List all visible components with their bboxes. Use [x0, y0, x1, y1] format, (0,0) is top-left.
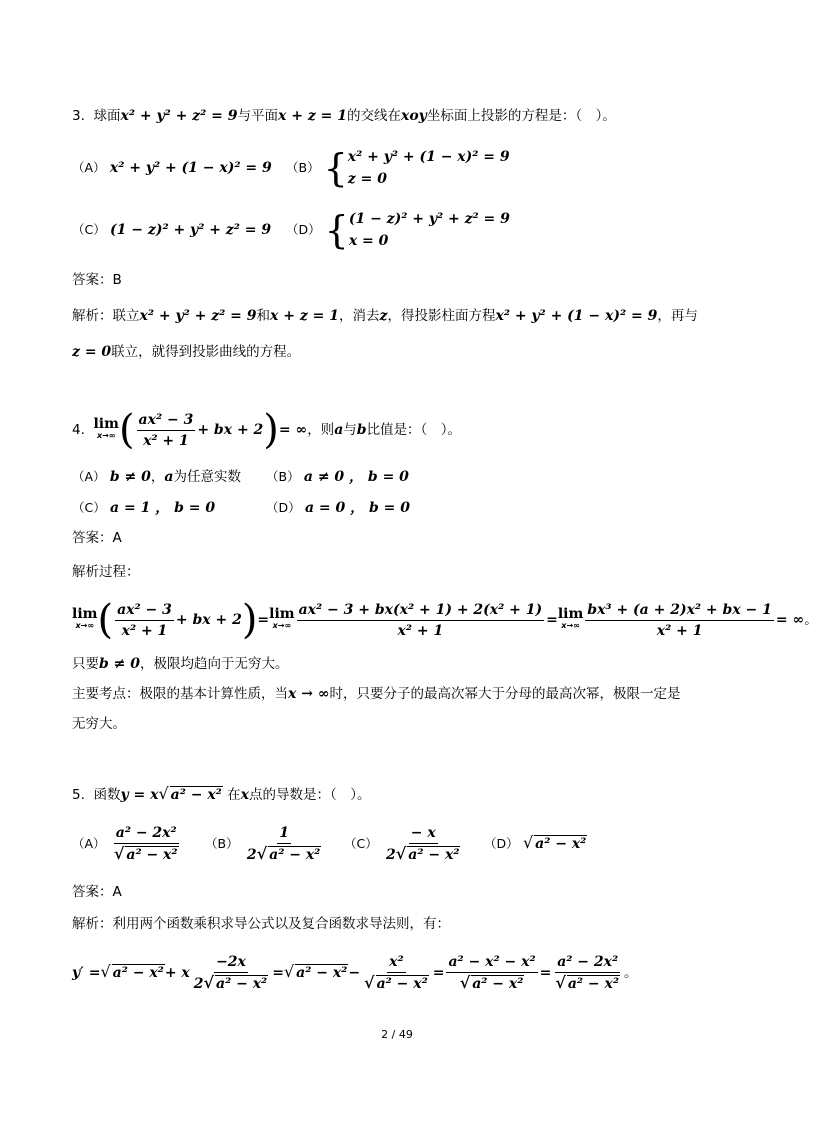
q5-option-c: （C） $\frac{- x}{\text{2√ a² − x²}}$ [344, 825, 460, 863]
q4-process-label: 解析过程： [72, 564, 140, 580]
q5-answer: 答案：A [72, 884, 122, 900]
q5-stem: 5. 函数y = x√ a² − x² 在x点的导数是：（ ）。 [72, 784, 371, 803]
q4-option-d: （D） a = 0 ， b = 0 [266, 500, 410, 516]
q5-derivation: y′ =√ a² − x²+ x $\frac{-2x}{\text{2√ a² − x²}}$ =√ a² − x²− $\frac{\text{x²}}{\text{√ a² − x²}}$ = $\frac{\text{a² − x² − x²}}{\text{√ a² − x²}}$ = $\frac{\text{a² − 2x²}}{\text{√ a² − x²}}$ 。 [72, 954, 638, 992]
q4-stem: 4. lim x→∞ ( $\frac{\text{ax² − 3}}{\text{x² + 1}}$ + bx + 2)= ∞，则a与b比值是：（ ）。 [72, 407, 462, 453]
q3-answer: 答案：B [72, 272, 122, 288]
limit-operator: lim x→∞ [93, 416, 119, 440]
q4-note: 只要b ≠ 0，极限均趋向于无穷大。 [72, 656, 289, 672]
brace-icon: { [323, 146, 348, 190]
q5-option-d: （D） √ a² − x² [484, 833, 587, 852]
q5-option-a: （A） $\frac{\text{a² − 2x²}}{\text{√ a² − x²}}$ [72, 825, 178, 863]
page-number: 2 / 49 [381, 1028, 413, 1041]
q5-analysis: 解析：利用两个函数乘积求导公式以及复合函数求导法则，有： [72, 916, 450, 932]
brace-icon: { [324, 208, 349, 252]
q4-key-point-cont: 无穷大。 [72, 716, 126, 732]
q4-key-point: 主要考点：极限的基本计算性质，当x → ∞时，只要分子的最高次幂大于分母的最高次幂，极限一定是 [72, 686, 681, 702]
q4-option-b: （B） a ≠ 0 ， b = 0 [266, 469, 409, 485]
q4-option-a: （A） b ≠ 0，a为任意实数 [72, 469, 241, 485]
q3-analysis-cont: z = 0联立，就得到投影曲线的方程。 [72, 344, 301, 360]
q3-stem: 3. 球面x² + y² + z² = 9与平面x + z = 1的交线在xoy坐标面上投影的方程是：（ ）。 [72, 108, 616, 124]
q3-analysis: 解析：联立x² + y² + z² = 9和x + z = 1，消去z，得投影柱面方程x² + y² + (1 − x)² = 9，再与 [72, 308, 698, 324]
q3-plane-eq: x + z = 1 [278, 108, 347, 124]
q5-option-b: （B） $\frac{1}{\text{2√ a² − x²}}$ [205, 825, 321, 863]
q3-option-a: （A） x² + y² + (1 − x)² = 9 [72, 160, 272, 176]
q3-option-c: （C） (1 − z)² + y² + z² = 9 [72, 222, 272, 238]
q3-option-b: （B） { x² + y² + (1 − x)² = 9 z = 0 [286, 146, 510, 190]
q3-option-d: （D） { (1 − z)² + y² + z² = 9 x = 0 [286, 208, 510, 252]
q4-derivation: lim x→∞ ( $\frac{\text{ax² − 3}}{\text{x² + 1}}$ + bx + 2)= lim x→∞ $\frac{\text{ax² − 3 + bx(x² + 1) + 2(x² + 1)}}{\text{x² + 1}}$ = lim x→∞ $\frac{\text{bx³ + (a + 2)x² + bx − 1}}{\text{x² + 1}}$ = ∞。 [72, 597, 818, 643]
q4-answer: 答案：A [72, 530, 122, 546]
q4-option-c: （C） a = 1 ， b = 0 [72, 500, 216, 516]
q3-sphere-eq: x² + y² + z² = 9 [120, 108, 238, 124]
